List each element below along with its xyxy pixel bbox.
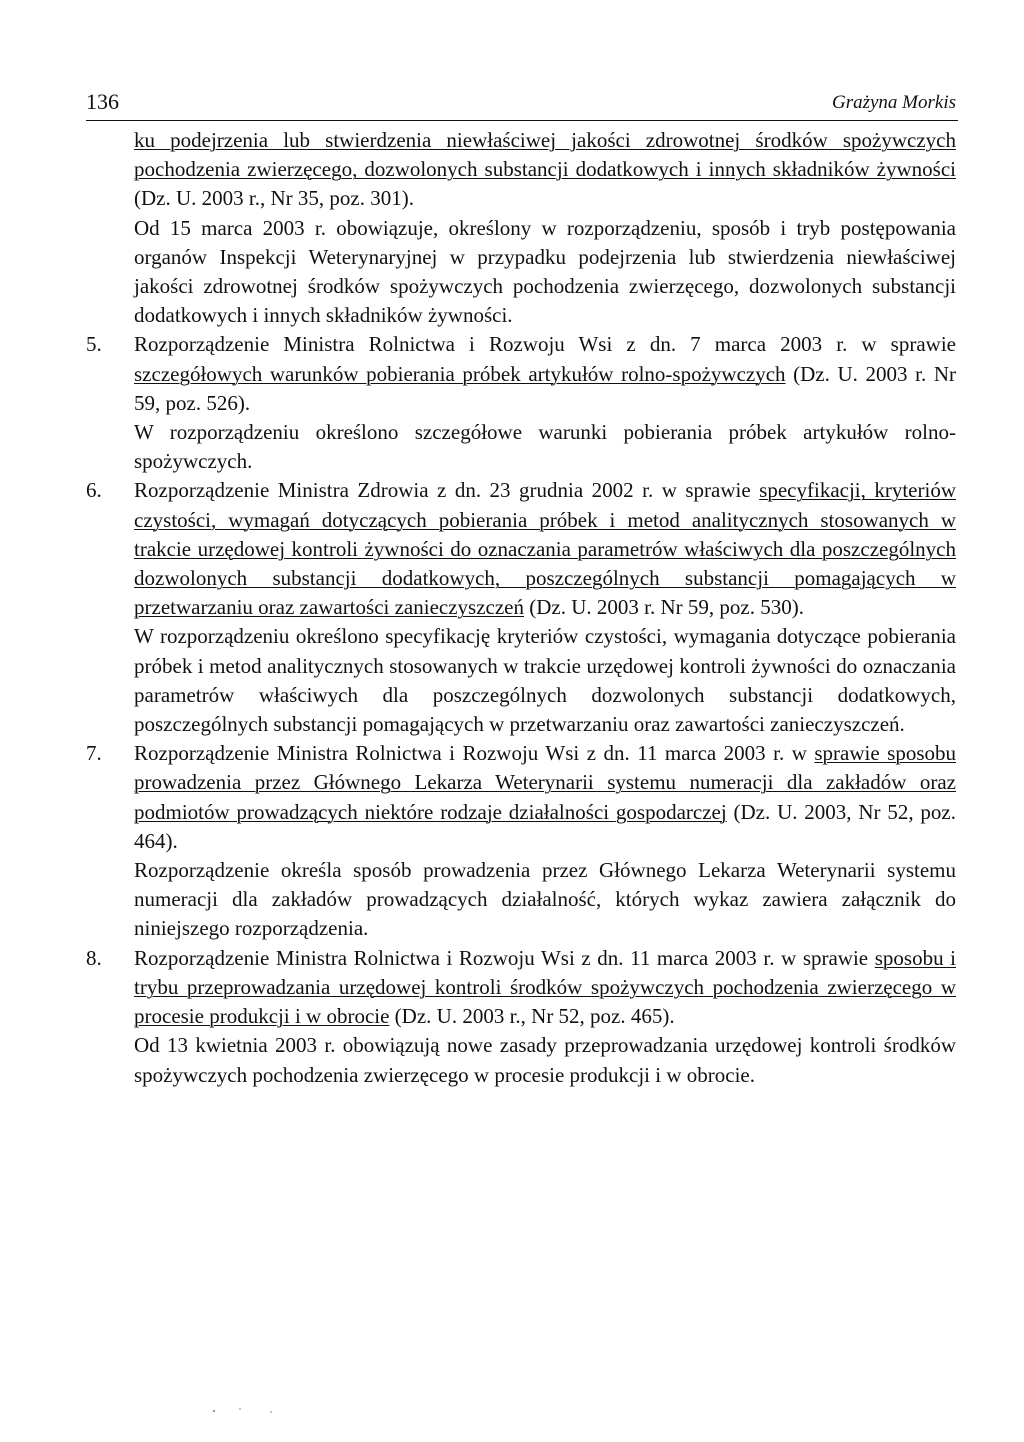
- regulation-lead: Rozporządzenie Ministra Rolnictwa i Rozwoju Wsi z dn. 11 marca 2003 r. w: [134, 741, 815, 766]
- list-item-number: 8.: [86, 945, 102, 970]
- regulation-citation: (Dz. U. 2003 r., Nr 35, poz. 301).: [134, 186, 414, 211]
- regulation-lead: Rozporządzenie Ministra Rolnictwa i Rozwoju Wsi z dn. 7 marca 2003 r. w sprawie: [134, 332, 956, 357]
- regulation-title: ku podejrzenia lub stwierdzenia niewłaściwej jakości zdrowotnej środków spożywczych pochodzenia zwierzęcego, dozwolonych substancji dodatkowych i innych składników żywności: [134, 128, 956, 182]
- header-rule: [86, 120, 958, 121]
- list-item: [86, 330, 956, 476]
- list-item-number: 7.: [86, 741, 102, 766]
- list-item: [86, 739, 956, 943]
- regulation-title: specyfikacji, kryteriów czystości, wymagań dotyczących pobierania próbek i metod analitycznych stosowanych w trakcie urzędowej kontroli żywności do oznaczania parametrów właściwych dla poszczególnych dozwolonych substancji dodatkowych, poszczególnych substancji pomagających w przetwarzaniu oraz zawartości zanieczyszczeń: [134, 478, 956, 620]
- regulation-lead: Rozporządzenie Ministra Rolnictwa i Rozwoju Wsi z dn. 11 marca 2003 r. w sprawie: [134, 945, 875, 970]
- regulation-citation: (Dz. U. 2003 r. Nr 59, poz. 526).: [134, 361, 956, 415]
- list-item-citation-paragraph: [86, 944, 956, 1032]
- scan-specks: [200, 1402, 290, 1418]
- list-item-citation-paragraph: [86, 330, 956, 418]
- list-item-number: 6.: [86, 478, 102, 503]
- regulation-citation: (Dz. U. 2003, Nr 52, poz. 464).: [134, 799, 956, 853]
- running-author: Grażyna Morkis: [831, 92, 956, 113]
- page-number: 136: [86, 89, 119, 114]
- regulation-title: sposobu i trybu przeprowadzania urzędowej kontroli środków spożywczych pochodzenia zwierzęcego w procesie produkcji i w obrocie: [134, 945, 956, 1029]
- list-item: [86, 944, 956, 1090]
- regulation-lead: Rozporządzenie Ministra Zdrowia z dn. 23 grudnia 2002 r. w sprawie: [134, 478, 760, 503]
- list-item-description-paragraph: W rozporządzeniu określono szczegółowe warunki pobierania próbek artykułów rolno-spożywczych.: [134, 420, 956, 474]
- regulation-citation: (Dz. U. 2003 r., Nr 52, poz. 465).: [389, 1004, 675, 1029]
- list-item-description-paragraph: W rozporządzeniu określono specyfikację kryteriów czystości, wymagania dotyczące pobierania próbek i metod analitycznych stosowanych w trakcie urzędowej kontroli żywności do oznaczania parametrów właściwych dla poszczególnych dozwolonych substancji dodatkowych, poszczególnych substancji pomagających w przetwarzaniu oraz zawartości zanieczyszczeń.: [134, 624, 956, 737]
- list-item-description-paragraph: Rozporządzenie określa sposób prowadzenia przez Głównego Lekarza Weterynarii systemu numeracji dla zakładów prowadzących działalność, których wykaz zawiera załącznik do niniejszego rozporządzenia.: [134, 858, 956, 941]
- regulation-title: szczegółowych warunków pobierania próbek artykułów rolno-spożywczych: [134, 361, 786, 386]
- list-item-number: 5.: [86, 332, 102, 357]
- list-item: [86, 476, 956, 739]
- list-item-citation-paragraph: [86, 739, 956, 856]
- list-item-citation-paragraph: [86, 476, 956, 622]
- page-body: [86, 126, 956, 1090]
- regulation-citation: (Dz. U. 2003 r. Nr 59, poz. 530).: [524, 595, 804, 620]
- intro-citation-paragraph: [86, 126, 956, 214]
- running-header: [86, 88, 956, 118]
- list-item-description-paragraph: Od 13 kwietnia 2003 r. obowiązują nowe zasady przeprowadzania urzędowej kontroli środków spożywczych pochodzenia zwierzęcego w procesie produkcji i w obrocie.: [134, 1033, 956, 1087]
- regulation-title: sprawie sposobu prowadzenia przez Głównego Lekarza Weterynarii systemu numeracji dla zakładów oraz podmiotów prowadzących niektóre rodzaje działalności gospodarczej: [134, 741, 957, 824]
- intro-description-paragraph: Od 15 marca 2003 r. obowiązuje, określony w rozporządzeniu, sposób i tryb postępowania organów Inspekcji Weterynaryjnej w przypadku podejrzenia lub stwierdzenia niewłaściwej jakości zdrowotnej środków spożywczych pochodzenia zwierzęcego, dozwolonych substancji dodatkowych i innych składników żywności.: [134, 215, 956, 328]
